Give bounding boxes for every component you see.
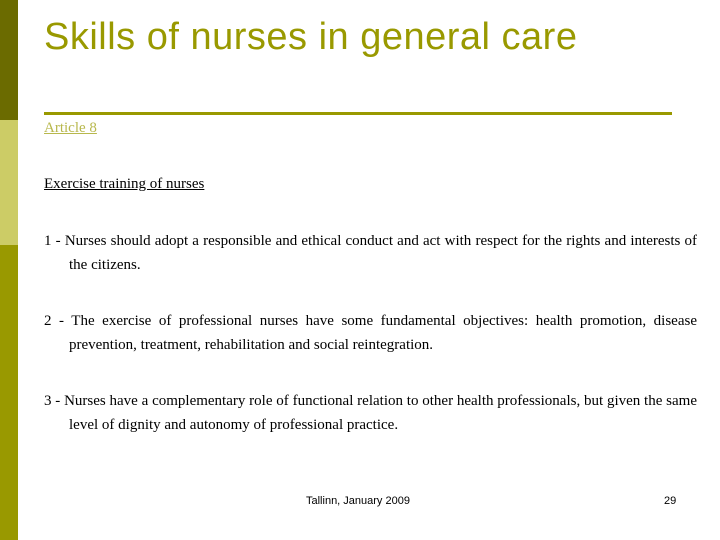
- page-number: 29: [664, 495, 677, 507]
- sidebar-segment-top: [0, 0, 18, 120]
- sidebar-segment-bottom: [0, 360, 18, 540]
- paragraph-1: 1 - Nurses should adopt a responsible and ethical conduct and act with respect for the rights and interests of the citizens.: [44, 233, 697, 273]
- sidebar-segment-light: [0, 120, 18, 245]
- title-underline: [44, 112, 672, 115]
- footer-location-date: Tallinn, January 2009: [306, 495, 410, 507]
- sidebar-decoration: [0, 0, 18, 540]
- paragraph-3: 3 - Nurses have a complementary role of functional relation to other health professionals, but given the same level of dignity and autonomy of professional practice.: [44, 393, 697, 433]
- sidebar-segment-middle: [0, 245, 18, 360]
- article-link[interactable]: Article 8: [44, 120, 97, 136]
- paragraph-2: 2 - The exercise of professional nurses have some fundamental objectives: health promotion, disease prevention, treatment, rehabilitation and social reintegration.: [44, 313, 697, 353]
- section-heading: Exercise training of nurses: [44, 176, 205, 192]
- slide-title: Skills of nurses in general care: [44, 16, 578, 58]
